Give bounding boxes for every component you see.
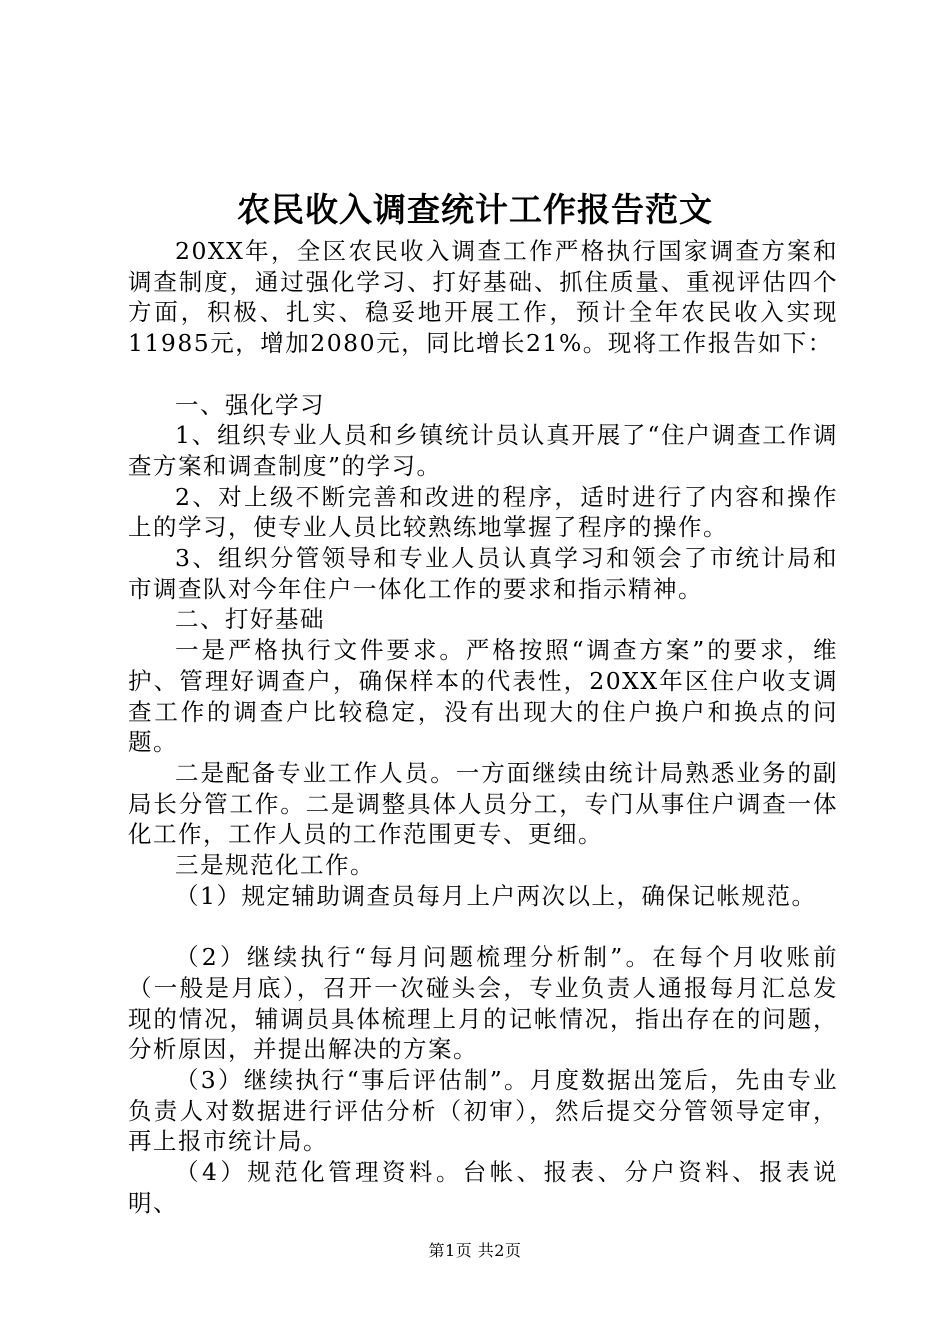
document-body — [128, 236, 838, 1218]
paragraph-gap — [128, 911, 838, 942]
paragraph-gap — [128, 359, 838, 390]
paragraph-1-1: 1、组织专业人员和乡镇统计员认真开展了“住户调查工作调查方案和调查制度”的学习。 — [128, 421, 838, 480]
intro-paragraph: 20XX年，全区农民收入调查工作严格执行国家调查方案和调查制度，通过强化学习、打好基础、抓住质量、重视评估四个方面，积极、扎实、稳妥地开展工作，预计全年农民收入实现11985元，增加2080元，同比增长21%。现将工作报告如下： — [128, 237, 838, 358]
paragraph-2-2: 二是配备专业工作人员。一方面继续由统计局熟悉业务的副局长分管工作。二是调整具体人员分工，专门从事住户调查一体化工作，工作人员的工作范围更专、更细。 — [128, 758, 838, 849]
list-item-3: （3）继续执行“事后评估制”。月度数据出笼后，先由专业负责人对数据进行评估分析（初审），然后提交分管领导定审，再上报市统计局。 — [128, 1065, 838, 1156]
section-heading-2: 二、打好基础 — [175, 605, 325, 634]
page-footer: 第1页 共2页 — [428, 1241, 522, 1260]
document-title: 农民收入调查统计工作报告范文 — [237, 190, 713, 229]
list-item-4: （4）规范化管理资料。台帐、报表、分户资料、报表说明、 — [128, 1158, 838, 1217]
section-heading-1: 一、强化学习 — [175, 390, 325, 419]
paragraph-1-3: 3、组织分管领导和专业人员认真学习和领会了市统计局和市调查队对今年住户一体化工作的要求和指示精神。 — [128, 544, 838, 603]
paragraph-2-3: 三是规范化工作。 — [175, 851, 375, 880]
list-item-2: （2）继续执行“每月问题梳理分析制”。在每个月收账前（一般是月底），召开一次碰头会，专业负责人通报每月汇总发现的情况，辅调员具体梳理上月的记帐情况，指出存在的问题，分析原因，并提出解决的方案。 — [128, 943, 838, 1064]
paragraph-2-1: 一是严格执行文件要求。严格按照“调查方案”的要求，维护、管理好调查户，确保样本的代表性，20XX年区住户收支调查工作的调查户比较稳定，没有出现大的住户换户和换点的问题。 — [128, 636, 838, 757]
paragraph-1-2: 2、对上级不断完善和改进的程序，适时进行了内容和操作上的学习，使专业人员比较熟练地掌握了程序的操作。 — [128, 482, 838, 542]
list-item-1: （1）规定辅助调查员每月上户两次以上，确保记帐规范。 — [175, 881, 817, 910]
